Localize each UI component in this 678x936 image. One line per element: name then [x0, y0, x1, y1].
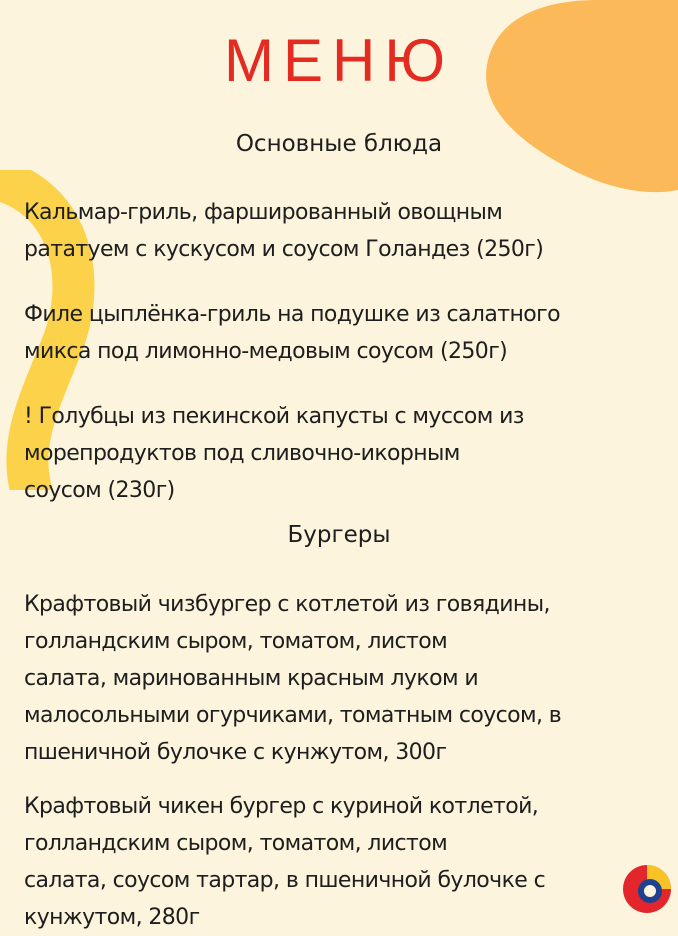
menu-item: ! Голубцы из пекинской капусты с муссом из морепродуктов под сливочно-икорным соусом (230г) — [24, 404, 524, 503]
menu-item: Крафтовый чикен бургер с куриной котлетой, голландским сыром, томатом, листом салата, соусом тартар, в пшеничной булочке с кунжутом, 280г — [24, 794, 546, 930]
section-title-burgers: Бургеры — [287, 522, 391, 548]
menu-item: Кальмар-гриль, фаршированный овощным рататуем с кускусом и соусом Голандез (250г) — [24, 200, 544, 262]
menu-item: Филе цыплёнка-гриль на подушке из салатного микса под лимонно-медовым соусом (250г) — [24, 302, 560, 364]
menu-item: Крафтовый чизбургер с котлетой из говядины, голландским сыром, томатом, листом салата, маринованным красным луком и малосольными огурчиками, томатным соусом, в пшеничной булочке с кунжутом, 300г — [24, 592, 562, 765]
app-logo-icon — [620, 862, 674, 916]
menu-title: МЕНЮ — [224, 27, 454, 94]
section-title-main-dishes: Основные блюда — [235, 131, 443, 157]
